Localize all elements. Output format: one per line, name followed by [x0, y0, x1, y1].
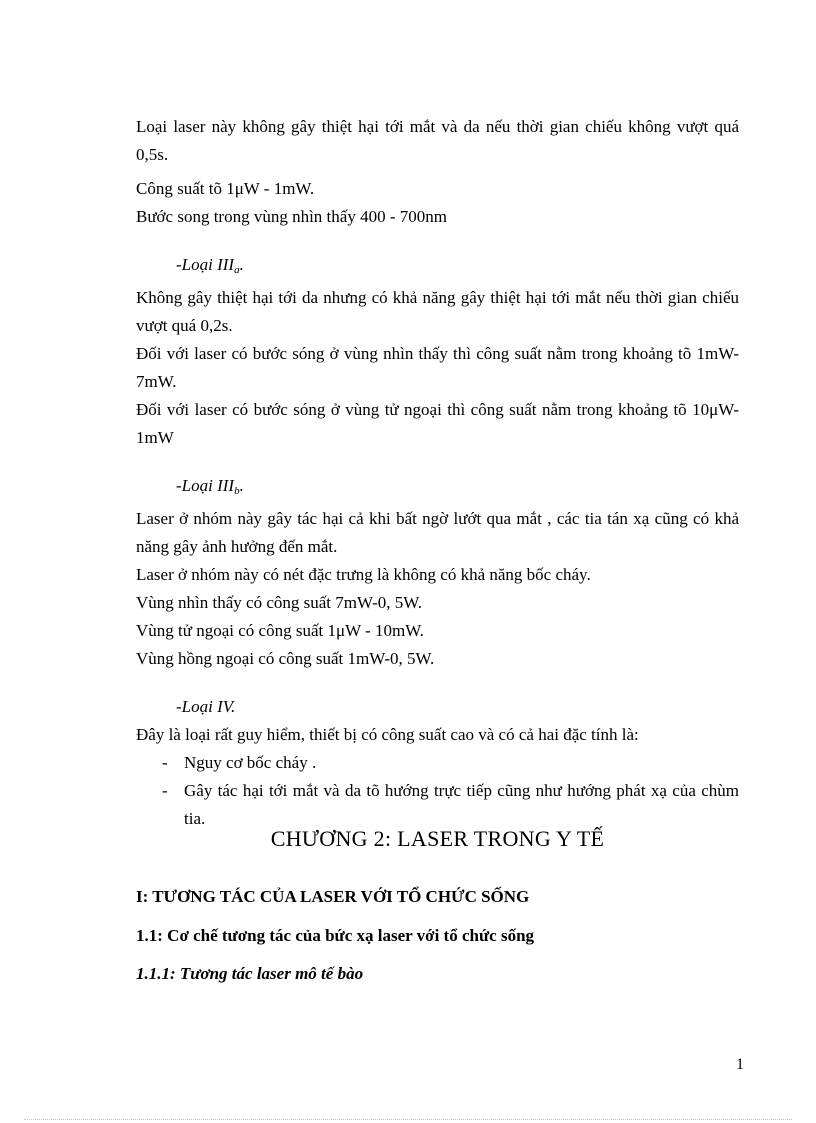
paragraph-class3b-nonflammable: Laser ở nhóm này có nét đặc trưng là không có khả năng bốc cháy. — [136, 565, 591, 584]
chapter-title: CHƯƠNG 2: LASER TRONG Y TẾ — [270, 826, 605, 851]
heading-class-3a: -Loại $III_a$. — [176, 255, 244, 276]
paragraph-class3b-ir: Vùng hồng ngoại có công suất 1mW-0, 5W. — [136, 649, 435, 668]
paragraph-class3a-skin: Không gây thiệt hại tới da nhưng có khả năng gây thiệt hại tới mắt nếu thời gian chiếu vượt quá 0,2s. — [136, 288, 739, 335]
section-heading: I: TƯƠNG TÁC CỦA LASER VỚI TỔ CHỨC SỐNG — [136, 887, 530, 906]
paragraph-class3a-visible: Đối với laser có bước sóng ở vùng nhìn thấy thì công suất nằm trong khoảng tõ 1mW- 7mW. — [136, 344, 739, 391]
paragraph-class3b-visible: Vùng nhìn thấy có công suất 7mW-0, 5W. — [136, 593, 422, 612]
subsubsection-heading: 1.1.1: Tương tác laser mô tế bào — [136, 964, 364, 983]
paragraph-class3b-uv: Vùng tử ngoại có công suất 1μW - 10mW. — [136, 621, 424, 640]
paragraph-class2-power: Công suất tõ 1μW - 1mW. — [136, 179, 315, 198]
heading-class-3b: -Loại $III_b$. — [176, 476, 244, 497]
paragraph-class4-intro: Đây là loại rất guy hiểm, thiết bị có công suất cao và có cả hai đặc tính là: — [136, 725, 639, 744]
bullet-mark: - — [162, 753, 168, 772]
body-text — [136, 113, 739, 833]
subsection-heading: 1.1: Cơ chế tương tác của bức xạ laser với tổ chức sống — [136, 926, 535, 945]
bullet-text: Gây tác hại tới mắt và da tõ hướng trực tiếp cũng như hướng phát xạ của chùm tia. — [184, 781, 739, 828]
page-number: 1 — [736, 1056, 744, 1073]
paragraph-class3a-uv: Đối với laser có bước sóng ở vùng tử ngoại thì công suất nằm trong khoảng tõ 10μW- 1mW — [136, 400, 739, 447]
paragraph-class2-wavelength: Bước song trong vùng nhìn thấy 400 - 700nm — [136, 207, 447, 226]
heading-class-4: -Loại IV. — [176, 697, 236, 716]
bullet-mark: - — [162, 781, 168, 800]
paragraph-class2-safety: Loại laser này không gây thiệt hại tới mắt và da nếu thời gian chiếu không vượt quá 0,5s. — [136, 117, 739, 164]
paragraph-class3b-hazard: Laser ở nhóm này gây tác hại cả khi bất ngờ lướt qua mắt , các tia tán xạ cũng có khả năng gây ảnh hưởng đến mắt. — [136, 509, 739, 556]
list-item — [136, 777, 739, 833]
list-item — [136, 749, 739, 777]
footer-divider — [24, 1119, 792, 1120]
bullet-text: Nguy cơ bốc cháy . — [184, 753, 317, 772]
